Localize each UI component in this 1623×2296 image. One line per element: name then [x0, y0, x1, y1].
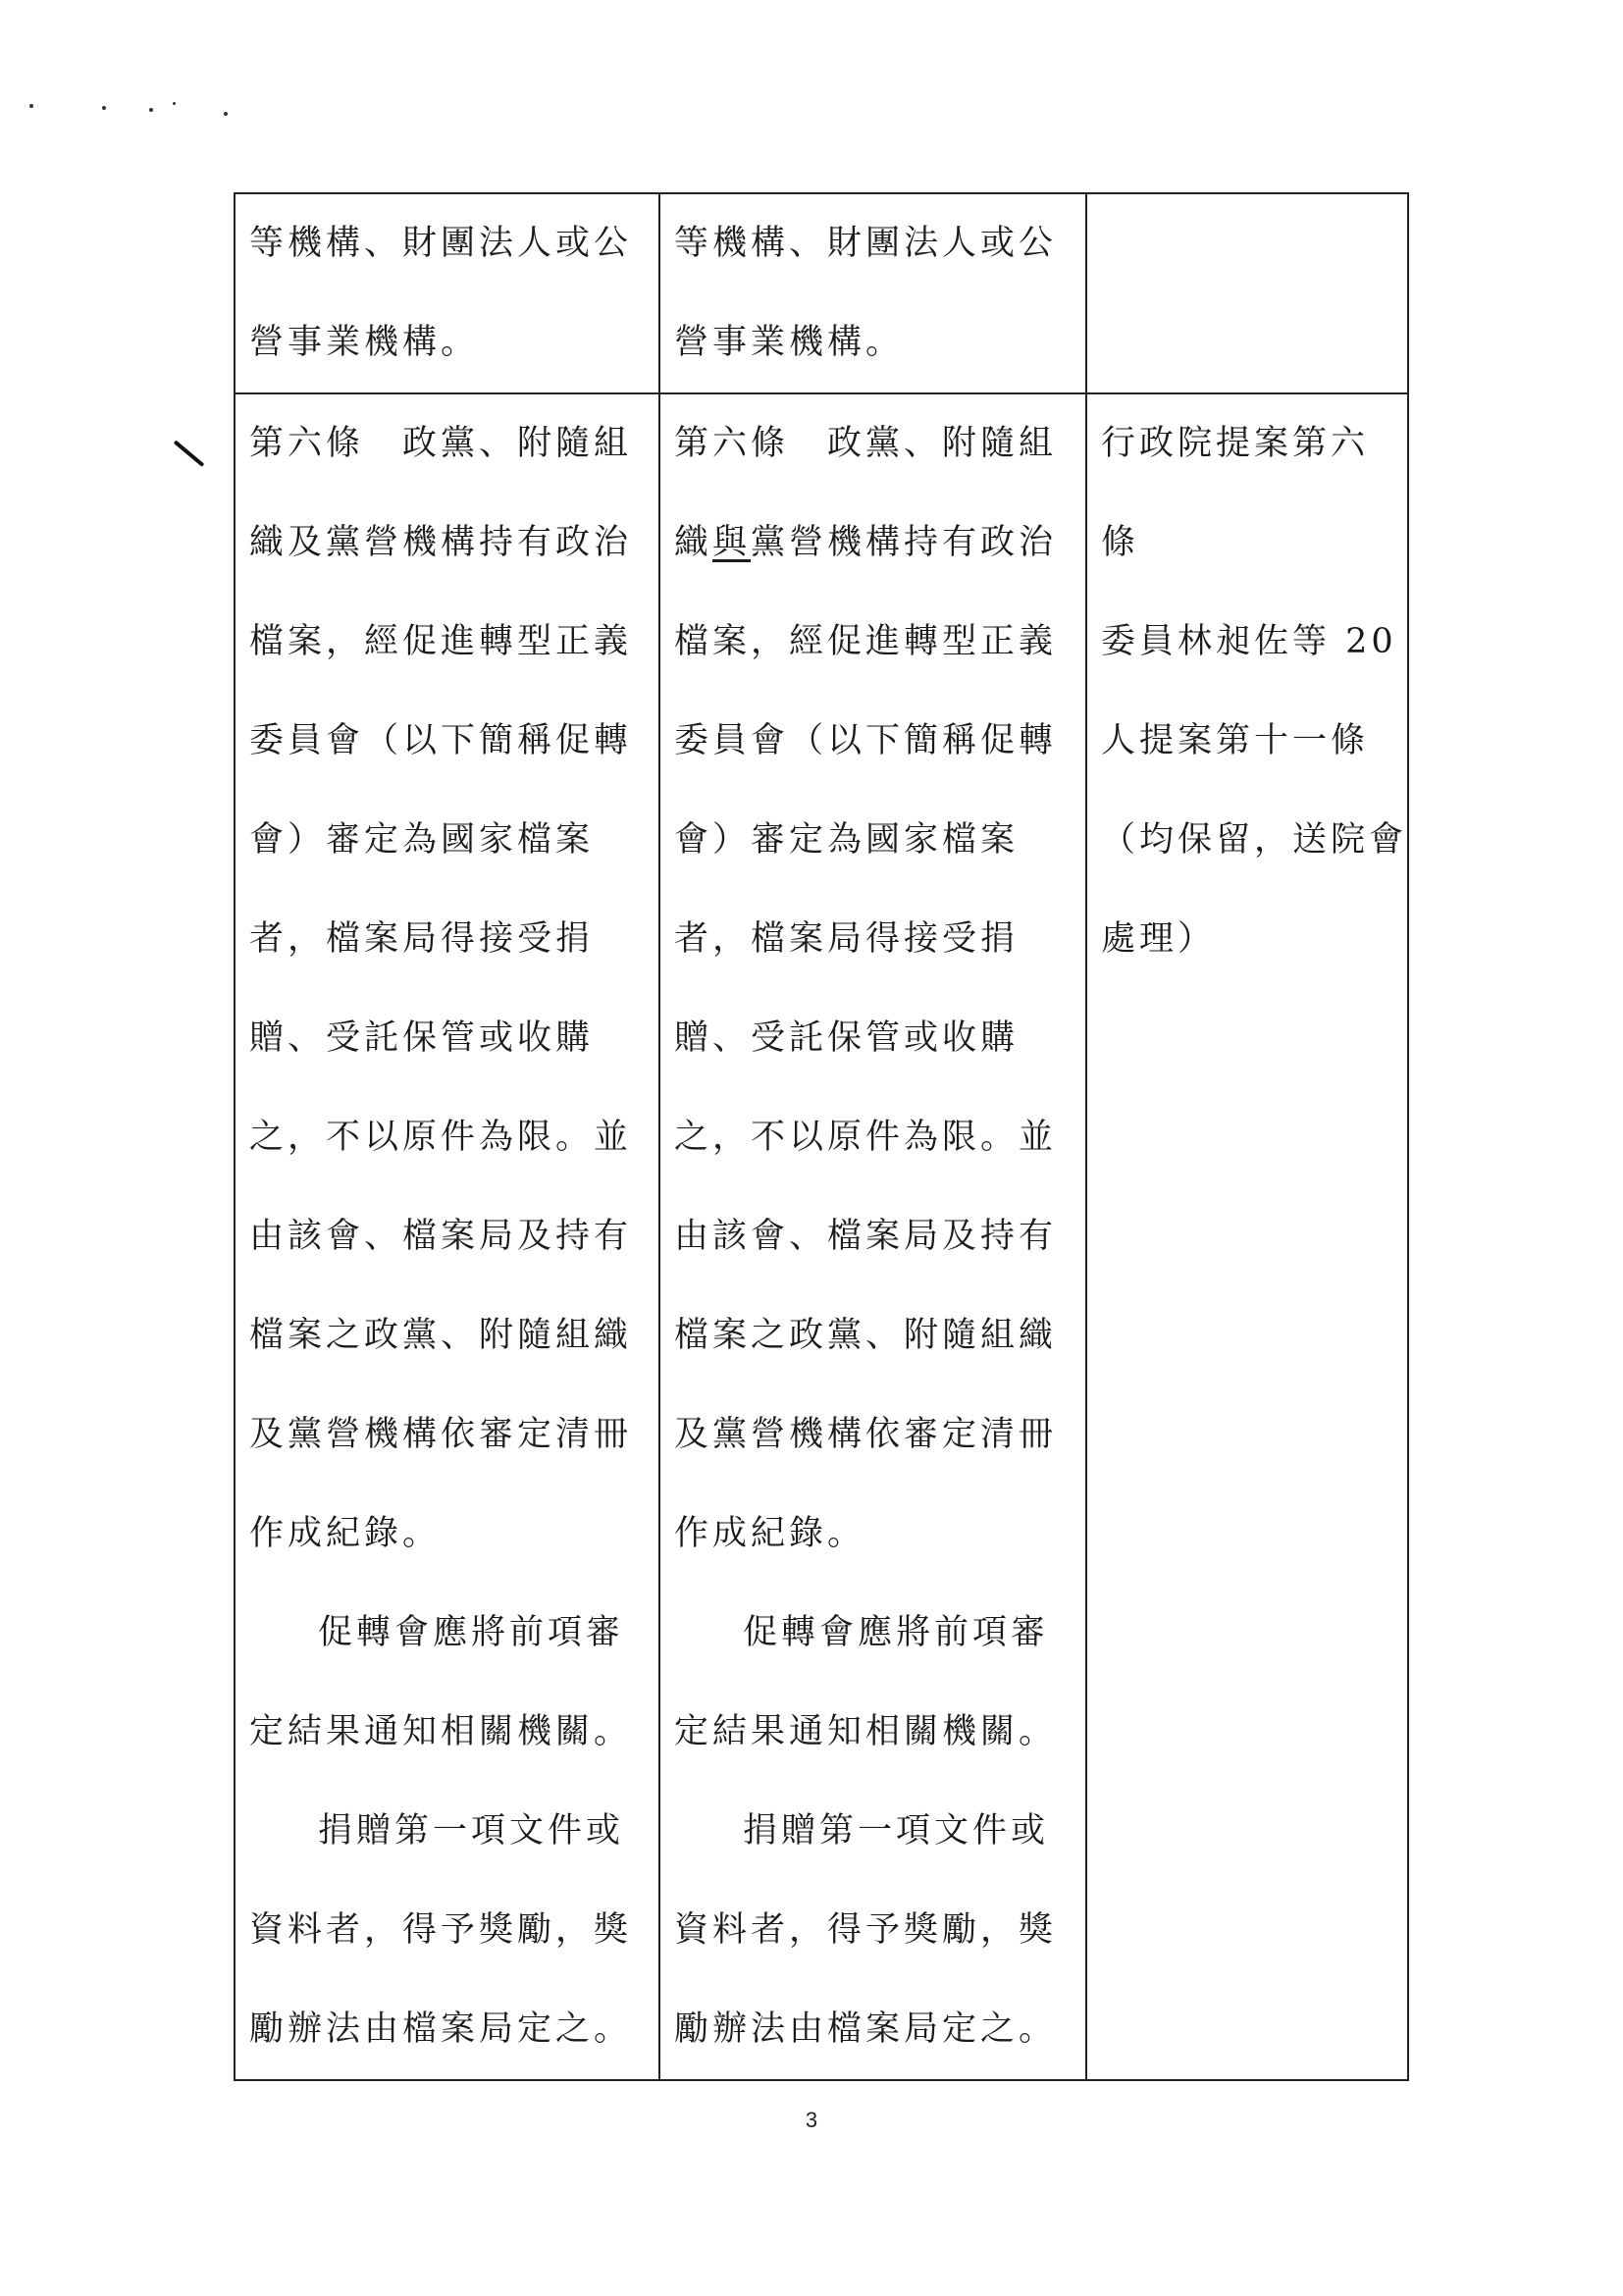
text-line: 委員會（以下簡稱促轉 [674, 721, 1058, 760]
text-line: 之，不以原件為限。並 [674, 1118, 1058, 1157]
text-line: 會）審定為國家檔案 [249, 820, 595, 860]
underlined-word: 與 [712, 523, 752, 562]
text-line-with-underline [674, 494, 1085, 593]
text-line: 檔案之政黨、附隨組織 [674, 1316, 1058, 1355]
scan-speck [102, 106, 106, 110]
table-row [235, 393, 1408, 2080]
scan-speck [173, 102, 176, 105]
text-line: 第六條 政黨、附隨組 [249, 424, 633, 463]
scan-speck [224, 112, 228, 116]
text-line: 作成紀錄。 [249, 1514, 442, 1553]
cell-notes [1086, 393, 1408, 2080]
cell-notes [1086, 193, 1408, 393]
text-line: 者，檔案局得接受捐 [674, 919, 1020, 959]
text-line: 勵辦法由檔案局定之。 [249, 2009, 633, 2049]
comparison-table [234, 192, 1409, 2081]
text-line: 營事業機構。 [249, 323, 480, 362]
text-line: 促轉會應將前項審 [743, 1613, 1050, 1652]
text-line: 促轉會應將前項審 [318, 1613, 625, 1652]
text-line: 由該會、檔案局及持有 [249, 1217, 633, 1256]
text-line: 者，檔案局得接受捐 [249, 919, 595, 959]
scan-speck [29, 104, 33, 108]
text-line: 檔案，經促進轉型正義 [249, 622, 633, 661]
text-line: 及黨營機構依審定清冊 [249, 1415, 633, 1454]
scan-mark [174, 440, 205, 466]
text-line: 資料者，得予獎勵，獎 [249, 1910, 633, 1950]
text-line: 贈、受託保管或收購 [249, 1018, 595, 1058]
text-line: 營事業機構。 [674, 323, 905, 362]
text-line: 檔案之政黨、附隨組織 [249, 1316, 633, 1355]
scan-speck [149, 108, 153, 112]
text-fragment: 黨營機構持有政治 [751, 523, 1058, 562]
text-line: 作成紀錄。 [674, 1514, 866, 1553]
text-line: （均保留，送院會 [1101, 820, 1407, 860]
text-line: 等機構、財團法人或公 [249, 224, 633, 263]
text-line: 會）審定為國家檔案 [674, 820, 1020, 860]
text-line: 捐贈第一項文件或 [743, 1811, 1050, 1851]
text-line: 勵辦法由檔案局定之。 [674, 2009, 1058, 2049]
cell-committee-version [235, 193, 659, 393]
text-line: 及黨營機構依審定清冊 [674, 1415, 1058, 1454]
text-line: 委員林昶佐等 20 [1101, 622, 1397, 661]
text-fragment: 織 [674, 523, 713, 562]
text-line: 贈、受託保管或收購 [674, 1018, 1020, 1058]
text-line: 定結果通知相關機關。 [249, 1712, 633, 1751]
table-row [235, 193, 1408, 393]
cell-original-version [659, 193, 1086, 393]
text-line: 處理） [1101, 919, 1217, 959]
text-line: 由該會、檔案局及持有 [674, 1217, 1058, 1256]
text-line: 檔案，經促進轉型正義 [674, 622, 1058, 661]
text-line: 等機構、財團法人或公 [674, 224, 1058, 263]
cell-original-version [659, 393, 1086, 2080]
text-line: 捐贈第一項文件或 [318, 1811, 625, 1851]
text-line: 條 [1101, 523, 1140, 562]
text-line: 之，不以原件為限。並 [249, 1118, 633, 1157]
text-line: 人提案第十一條 [1101, 721, 1370, 760]
text-line: 委員會（以下簡稱促轉 [249, 721, 633, 760]
cell-committee-version [235, 393, 659, 2080]
text-line: 第六條 政黨、附隨組 [674, 424, 1058, 463]
text-line: 行政院提案第六 [1101, 424, 1370, 463]
page-number: 3 [805, 2108, 818, 2132]
text-line: 定結果通知相關機關。 [674, 1712, 1058, 1751]
text-line: 織及黨營機構持有政治 [249, 523, 633, 562]
text-line: 資料者，得予獎勵，獎 [674, 1910, 1058, 1950]
